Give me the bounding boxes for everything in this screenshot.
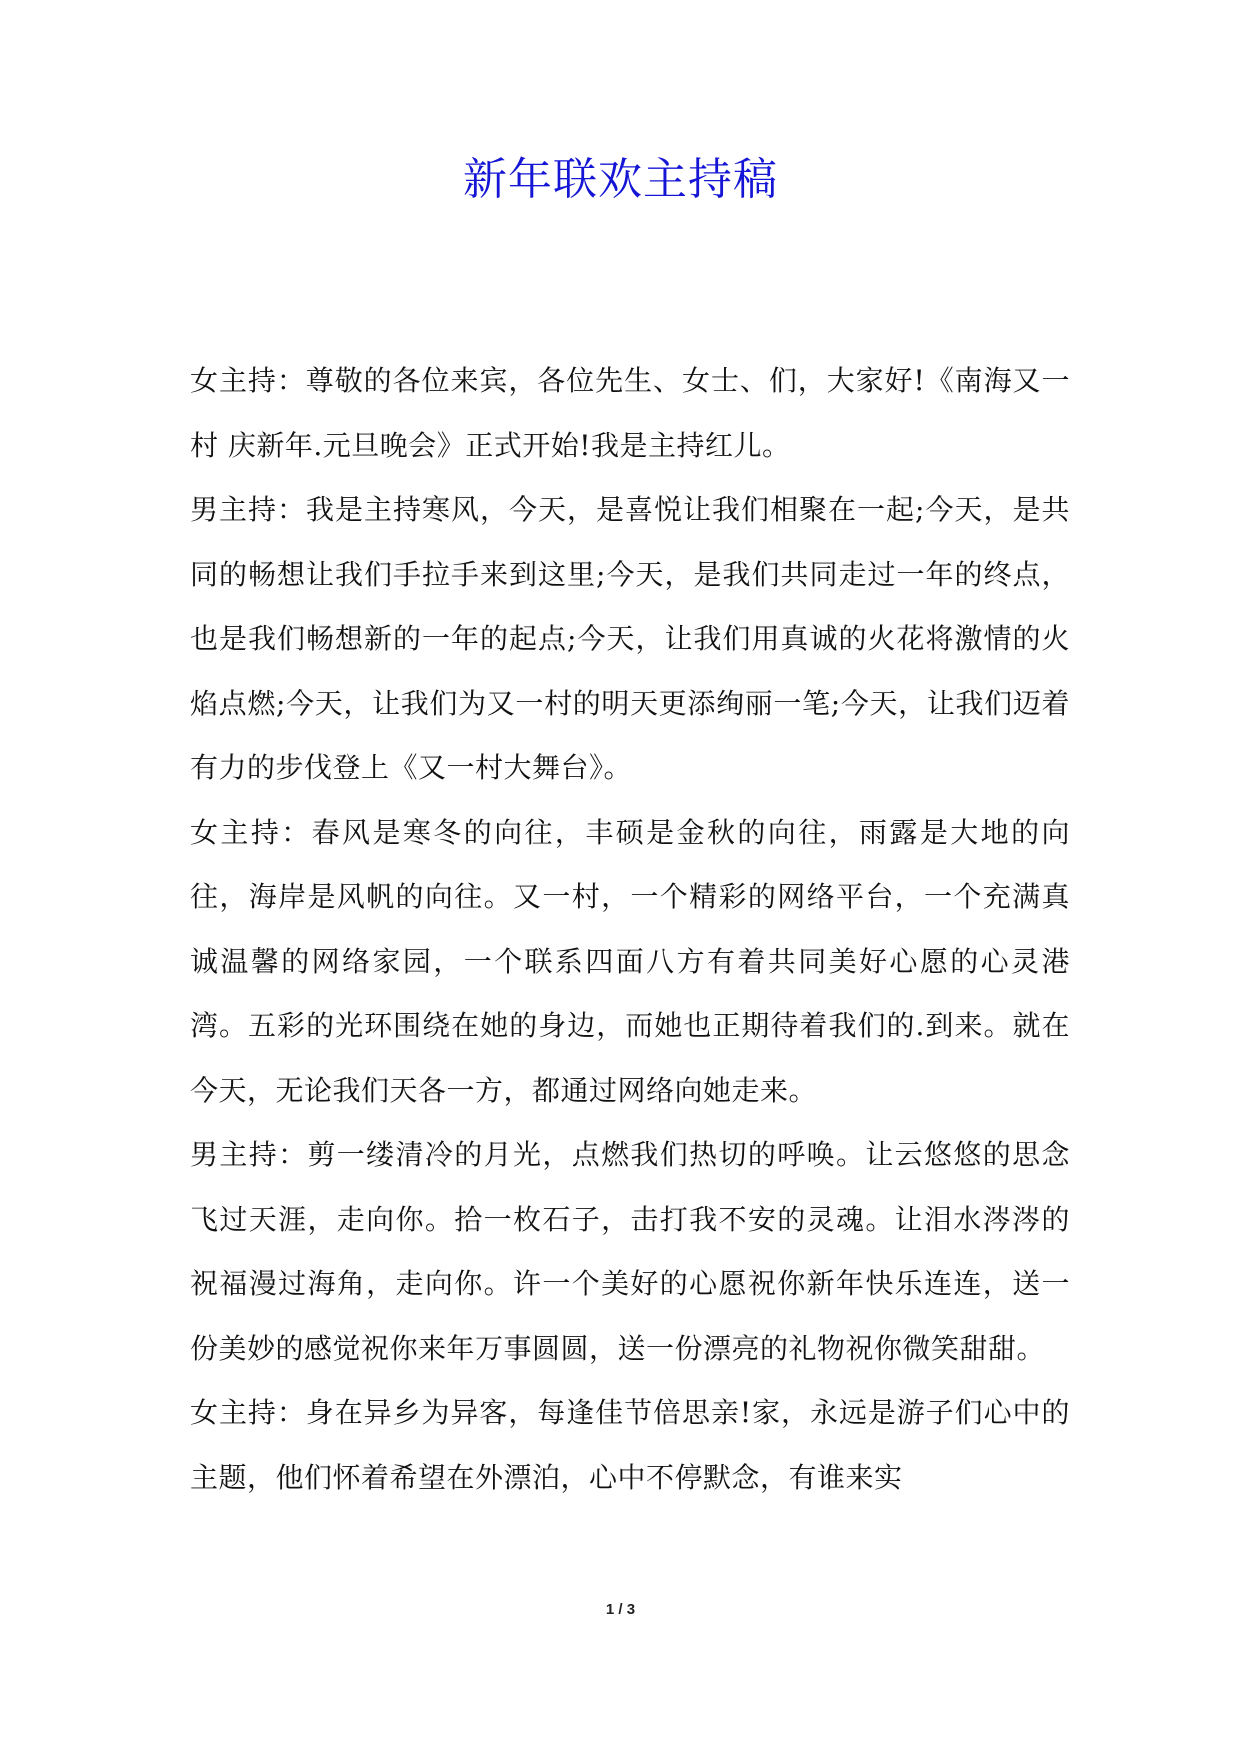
paragraph-1: 女主持：尊敬的各位来宾，各位先生、女士、们，大家好!《南海又一村 庆新年.元旦晚会》正式开始!我是主持红儿。 [190,364,1070,462]
paragraph-4: 男主持：剪一缕清冷的月光，点燃我们热切的呼唤。让云悠悠的思念飞过天涯，走向你。拾一枚石子，击打我不安的灵魂。让泪水涔涔的祝福漫过海角，走向你。许一个美好的心愿祝你新年快乐连连，送一份美妙的感觉祝你来年万事圆圆，送一份漂亮的礼物祝你微笑甜甜。 [190,1138,1070,1365]
paragraph-3: 女主持：春风是寒冬的向往，丰硕是金秋的向往，雨露是大地的向往，海岸是风帆的向往。又一村，一个精彩的网络平台，一个充满真诚温馨的网络家园，一个联系四面八方有着共同美好心愿的心灵港湾。五彩的光环围绕在她的身边，而她也正期待着我们的.到来。就在今天，无论我们天各一方，都通过网络向她走来。 [190,815,1070,1107]
document-title: 新年联欢主持稿 [463,154,778,205]
page-number: 1 / 3 [605,1601,636,1618]
paragraph-2: 男主持：我是主持寒风，今天，是喜悦让我们相聚在一起;今天，是共同的畅想让我们手拉手来到这里;今天，是我们共同走过一年的终点，也是我们畅想新的一年的起点;今天，让我们用真诚的火花将激情的火焰点燃;今天，让我们为又一村的明天更添绚丽一笔;今天，让我们迈着有力的步伐登上《又一村大舞台》。 [190,493,1070,784]
document-body [190,349,1070,1510]
paragraph-5: 女主持：身在异乡为异客，每逢佳节倍思亲!家，永远是游子们心中的主题，他们怀着希望在外漂泊，心中不停默念，有谁来实 [190,1396,1070,1494]
